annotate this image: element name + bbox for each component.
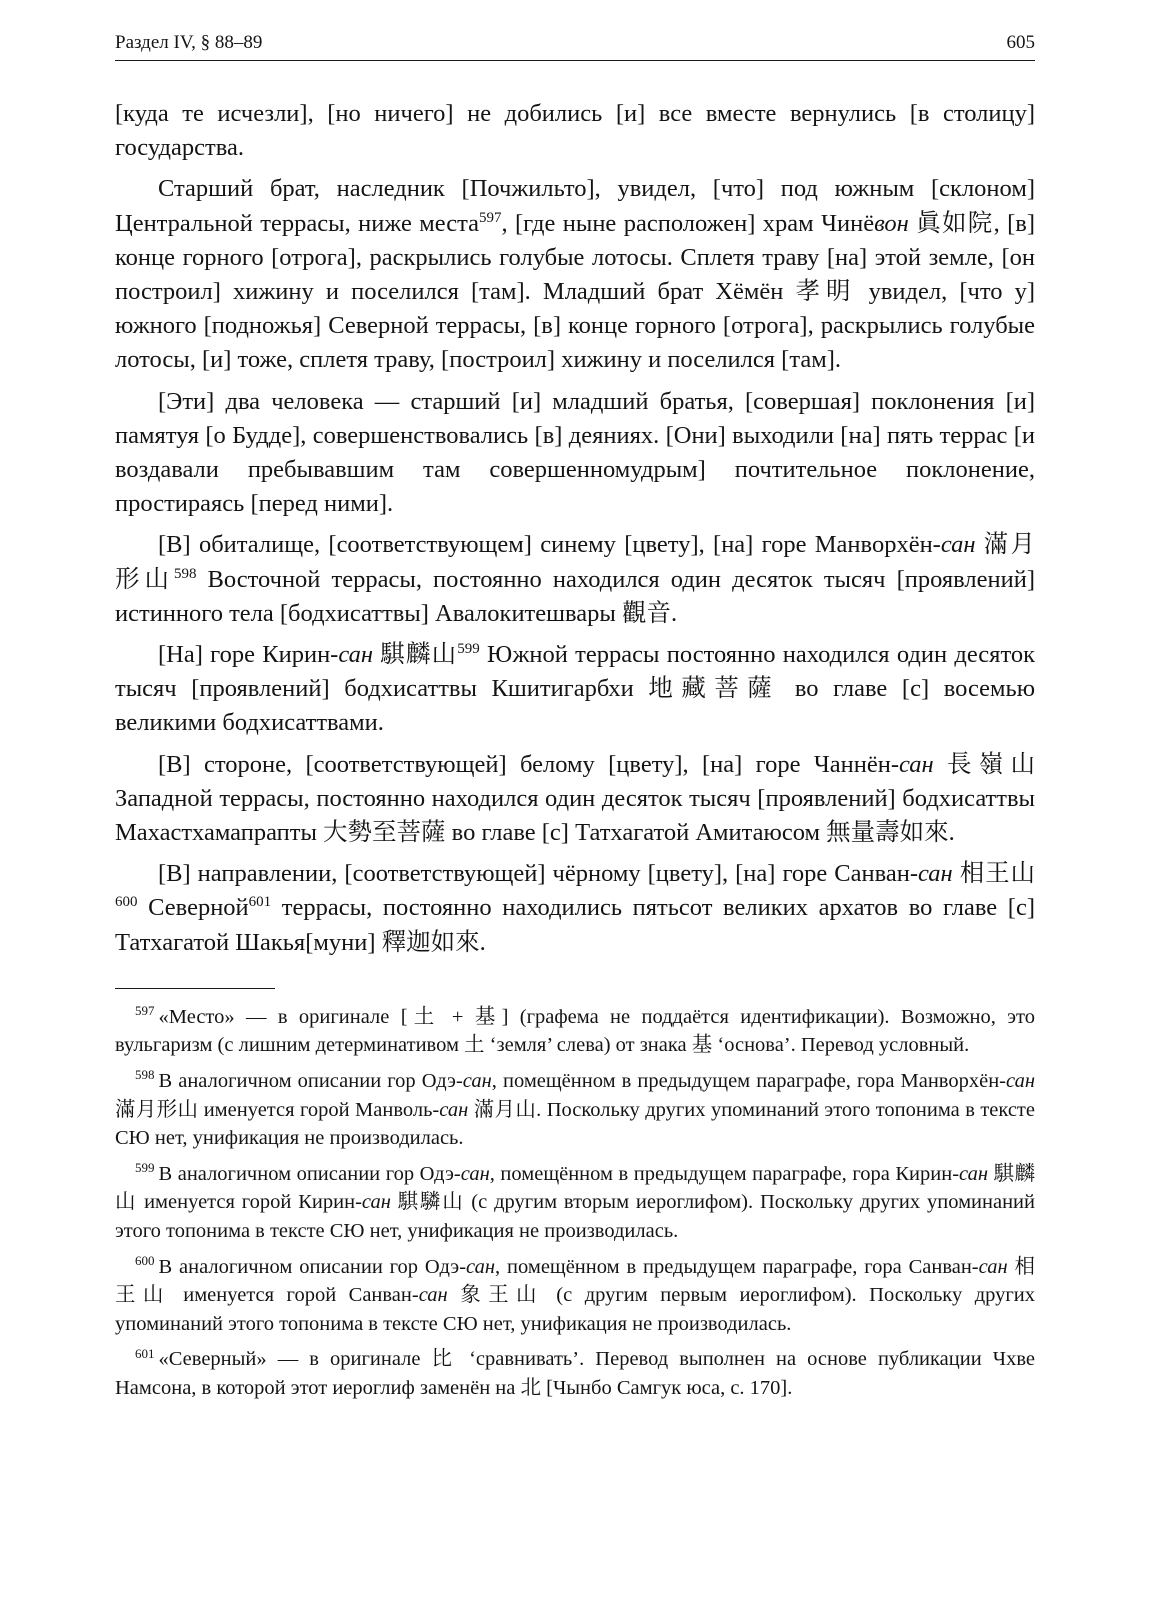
italic-term: сан: [918, 860, 953, 888]
italic-term: сан: [1006, 1070, 1035, 1093]
italic-term: сан: [439, 1098, 469, 1121]
footnote: [115, 1003, 1035, 1060]
footnotes: [115, 1003, 1035, 1403]
footnote-divider: [115, 988, 275, 989]
italic-term: сан: [940, 531, 976, 559]
italic-term: сан: [978, 1255, 1008, 1278]
text-run: Южной террасы постоянно находился один десяток тысяч [проявлений] бодхисаттвы Кшитигарбхи 地藏菩薩 во главе [с] восемью великими бодхисаттвами.: [115, 641, 1035, 737]
section-title: Раздел IV, § 88–89: [115, 32, 263, 53]
paragraph: [115, 748, 1035, 851]
text-run: В аналогичном описании гор Одэ-: [158, 1255, 467, 1278]
italic-term: сан: [361, 1191, 391, 1214]
footnote-ref: 601: [248, 894, 272, 911]
footnote-number: 597: [135, 1003, 155, 1019]
text-run: В аналогичном описании гор Одэ-: [158, 1070, 463, 1093]
italic-term: сан: [462, 1070, 492, 1093]
main-text: [115, 97, 1035, 960]
text-run: Старший брат, наследник [Почжильто], увидел, [что] под южным [склоном] Центральной террасы, ниже места: [115, 175, 1035, 237]
text-run: Восточной террасы, постоянно находился один десяток тысяч [проявлений] истинного тела [бодхисаттвы] Авалокитешвары 觀音.: [115, 565, 1035, 627]
paragraph: [115, 385, 1035, 522]
text-run: [На] горе Кирин-: [158, 641, 339, 669]
paragraph: [115, 528, 1035, 631]
text-run: [В] направлении, [соответствующей] чёрному [цвету], [на] горе Санван-: [158, 860, 919, 888]
footnote-ref: 600: [115, 894, 138, 911]
text-run: террасы, постоянно находились пятьсот великих архатов во главе [с] Татхагатой Шакья[муни] 釋迦如來.: [115, 894, 1035, 956]
paragraph: [115, 857, 1035, 960]
text-run: , [где ныне расположен] храм Чинё: [501, 209, 875, 237]
footnote-number: 598: [135, 1067, 155, 1083]
running-head: [115, 30, 1035, 61]
text-run: 象王山 (с другим первым иероглифом). Поскольку других упоминаний этого топонима в тексте СЮ нет, унификация не производилась.: [115, 1284, 1035, 1335]
italic-term: сан: [460, 1162, 490, 1185]
text-run: [куда те исчезли], [но ничего] не добились [и] все вместе вернулись [в столицу] государства.: [115, 100, 1035, 162]
text-run: Северной: [137, 894, 249, 922]
footnote-ref: 597: [478, 209, 502, 226]
text-run: 騏驎山 (с другим вторым иероглифом). Поскольку других упоминаний этого топонима в тексте СЮ нет, унификация не производилась.: [115, 1191, 1036, 1243]
footnote-ref: 599: [457, 640, 480, 657]
italic-term: сан: [338, 641, 373, 669]
text-run: , помещённом в предыдущем параграфе, гора Кирин-: [489, 1162, 960, 1185]
italic-term: сан: [959, 1162, 989, 1185]
text-run: 騏麟山: [373, 641, 458, 669]
text-run: 滿月山. Поскольку других упоминаний этого топонима в тексте СЮ нет, унификация не производилась.: [115, 1098, 1035, 1150]
italic-term: сан: [899, 750, 934, 778]
text-run: В аналогичном описании гор Одэ-: [158, 1162, 461, 1185]
text-run: [В] стороне, [соответствующей] белому [цвету], [на] горе Чаннён-: [158, 750, 899, 778]
text-run: 長嶺山 Западной террасы, постоянно находился один десяток тысяч [проявлений] бодхисаттвы Махастхамапрапты 大勢至菩薩 во главе [с] Татхагатой Амитаюсом 無量壽如來.: [115, 750, 1036, 847]
footnote: [115, 1253, 1035, 1339]
text-run: 滿月形山: [115, 531, 1035, 593]
text-run: 相王山 именуется горой Санван-: [115, 1255, 1036, 1307]
page-number: 605: [1006, 32, 1035, 53]
text-run: 滿月形山 именуется горой Манволь-: [115, 1098, 440, 1121]
paragraph: [115, 638, 1035, 741]
footnote-number: 601: [135, 1345, 155, 1361]
text-run: 騏麟山 именуется горой Кирин-: [115, 1162, 1036, 1214]
italic-term: сан: [466, 1255, 496, 1278]
text-run: [В] обиталище, [соответствующем] синему [цвету], [на] горе Манворхён-: [158, 531, 941, 559]
footnote: [115, 1160, 1035, 1246]
footnote: [115, 1067, 1035, 1153]
text-run: 眞如院, [в] конце горного [отрога], раскрылись голубые лотосы. Сплетя траву [на] этой земле, [он построил] хижину и поселился [там]. Младший брат Хёмён 孝明 увидел, [что у] южного [подножья] Северной террасы, [в] конце горного [отрога], раскрылись голубые лотосы, [и] тоже, сплетя траву, [построил] хижину и поселился [там].: [115, 209, 1035, 374]
book-page: [115, 30, 1035, 1410]
footnote-number: 599: [135, 1160, 155, 1176]
paragraph: [115, 97, 1035, 165]
text-run: , помещённом в предыдущем параграфе, гора Манворхён-: [491, 1070, 1006, 1093]
paragraph: [115, 172, 1035, 377]
text-run: 相王山: [952, 860, 1036, 888]
footnote-number: 600: [135, 1252, 155, 1268]
text-run: «Северный» — в оригинале 比 ‘сравнивать’. Перевод выполнен на основе публикации Чхве Намсона, в которой этот иероглиф заменён на 北 [Чынбо Самгук юса, с. 170].: [115, 1348, 1035, 1399]
italic-term: сан: [418, 1284, 448, 1307]
footnote-ref: 598: [173, 565, 197, 582]
text-run: [Эти] два человека — старший [и] младший братья, [совершая] поклонения [и] памятуя [о Будде], совершенствовались [в] деяниях. [Они] выходили [на] пять террас [и воздавали пребывавшим там совершенномудрым] почтительное поклонение, простираясь [перед ними].: [115, 387, 1035, 518]
footnote: [115, 1345, 1035, 1402]
italic-term: вон: [874, 209, 909, 237]
text-run: «Место» — в оригинале [土 + 基] (графема не поддаётся идентификации). Возможно, это вульгаризм (с лишним детерминативом 土 ‘земля’ слева) от знака 基 ‘основа’. Перевод условный.: [115, 1005, 1035, 1057]
text-run: , помещённом в предыдущем параграфе, гора Санван-: [495, 1255, 979, 1278]
